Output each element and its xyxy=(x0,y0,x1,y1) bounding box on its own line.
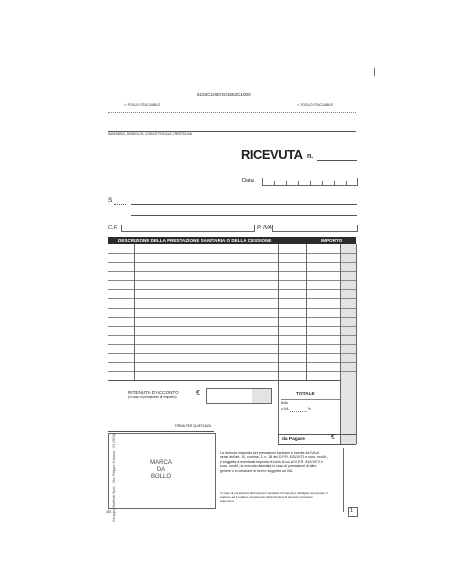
publisher-code: 392 xyxy=(106,510,112,514)
da-pagare-rule xyxy=(278,434,356,435)
table-row-line[interactable] xyxy=(108,371,356,372)
table-row-line[interactable] xyxy=(108,262,356,263)
legal-paragraph-2: In caso di prestazioni all'impresa il sanitario d'imposta è obbligato ad operare il prelievo ed il relativo versamento della ritenuta di acconto sul lavoro autonomo. xyxy=(220,491,328,503)
withholding-label: RITENUTA D'ACCONTO xyxy=(128,390,179,395)
address-field[interactable] xyxy=(131,215,357,216)
date-tick xyxy=(322,181,323,185)
cf-label: C.F. xyxy=(108,225,118,231)
signature-field[interactable] xyxy=(108,431,214,432)
legal-paragraph-1: La ricevuta rilasciata per prestazioni sanitarie e esente da IVA ai sensi dell'art. 10, comma, 1, n. 18 del D.P.R. 633/1972 e succ. modif., e soggetta a eventuale imposta di bollo di cui al D.P.R. 642/1972 e succ. modif.; la ricevuta rilasciata in caso di prestazioni di altro genere o in cessione di beni e soggetta ad IVA. xyxy=(220,451,328,473)
edge-mark xyxy=(374,68,375,76)
cf-field[interactable] xyxy=(121,225,255,232)
date-tick xyxy=(334,181,335,185)
col-line-2 xyxy=(278,244,279,380)
piva-field[interactable] xyxy=(272,225,358,232)
stamp-line-1: MARCA xyxy=(150,460,172,466)
piva-label: P. IVA xyxy=(257,225,272,231)
table-row-line[interactable] xyxy=(108,317,356,318)
totals-right-border xyxy=(356,380,357,444)
sanitario-label: SANITARIO, DOMICILIO, CODICE FISCALE, PARTITA IVA xyxy=(108,132,193,136)
scissor-right-icon: ✂ xyxy=(297,103,301,107)
col-description-header: DESCRIZIONE DELLA PRESTAZIONE SANITARIA O DELLA CESSIONE xyxy=(118,238,272,243)
percent-label: % xyxy=(308,407,311,411)
table-row-line[interactable] xyxy=(108,253,356,254)
s-field-short[interactable] xyxy=(114,204,126,205)
totale-label: TOTALE xyxy=(296,392,315,397)
table-row-line[interactable] xyxy=(108,298,356,299)
col-amount-header: IMPORTO xyxy=(321,238,343,243)
date-tick xyxy=(286,181,287,185)
iva-field[interactable] xyxy=(290,411,307,412)
withholding-currency: € xyxy=(196,390,200,397)
receipt-number-field[interactable] xyxy=(317,160,357,161)
date-tick xyxy=(298,181,299,185)
form-code: 6153C1000-D/1653C1000 xyxy=(197,92,251,97)
totals-bottom-rule xyxy=(278,444,356,445)
col-line-4 xyxy=(340,244,341,380)
table-bottom-rule xyxy=(108,380,356,381)
receipt-number-label: n. xyxy=(307,153,314,160)
perforation-label-right: ✂ FOGLIO STACCABILE xyxy=(297,103,334,107)
receipt-title: RICEVUTA xyxy=(241,147,303,162)
table-row-line[interactable] xyxy=(108,362,356,363)
withholding-field[interactable] xyxy=(206,388,272,404)
perforation-line xyxy=(108,112,356,113)
table-row-line[interactable] xyxy=(108,308,356,309)
s-label: S xyxy=(108,197,113,204)
perforation-label-left: ✂ FOGLIO STACCABILE xyxy=(124,103,161,107)
signature-label: FIRMA PER QUIETANZA xyxy=(175,424,212,428)
table-row-line[interactable] xyxy=(108,280,356,281)
table-row-line[interactable] xyxy=(108,344,356,345)
scissor-left-icon: ✂ xyxy=(124,103,128,107)
date-label: Data xyxy=(242,178,254,184)
table-row-line[interactable] xyxy=(108,353,356,354)
date-tick xyxy=(310,181,311,185)
stamp-line-2: DA xyxy=(156,467,166,474)
table-right-border xyxy=(356,244,357,380)
table-body xyxy=(108,244,356,380)
col-line-1 xyxy=(134,244,135,380)
stamp-line-3: BOLLO xyxy=(150,474,171,481)
withholding-sublabel: (in caso di prestazioni al rimpatrio) xyxy=(128,395,177,399)
col-line-3 xyxy=(306,244,307,380)
bottom-right-border xyxy=(343,448,344,512)
bollo-label: Bollo xyxy=(281,401,289,405)
da-pagare-currency: € xyxy=(331,434,335,441)
s-field[interactable] xyxy=(131,204,357,205)
iva-label: o IVA xyxy=(281,407,289,411)
stamp-text xyxy=(108,460,214,482)
page-number: 1 xyxy=(350,508,354,514)
table-row-line[interactable] xyxy=(108,326,356,327)
totale-rule xyxy=(281,399,340,400)
table-row-line[interactable] xyxy=(108,271,356,272)
date-tick xyxy=(346,181,347,185)
table-row-line[interactable] xyxy=(108,335,356,336)
publisher-text: Gruppo Buffetti SpA - Via Filippo Caruso, 23 (RM) xyxy=(111,433,117,523)
table-row-line[interactable] xyxy=(108,289,356,290)
da-pagare-label: da Pagare xyxy=(282,437,305,442)
table-header xyxy=(108,237,356,244)
date-tick xyxy=(274,181,275,185)
